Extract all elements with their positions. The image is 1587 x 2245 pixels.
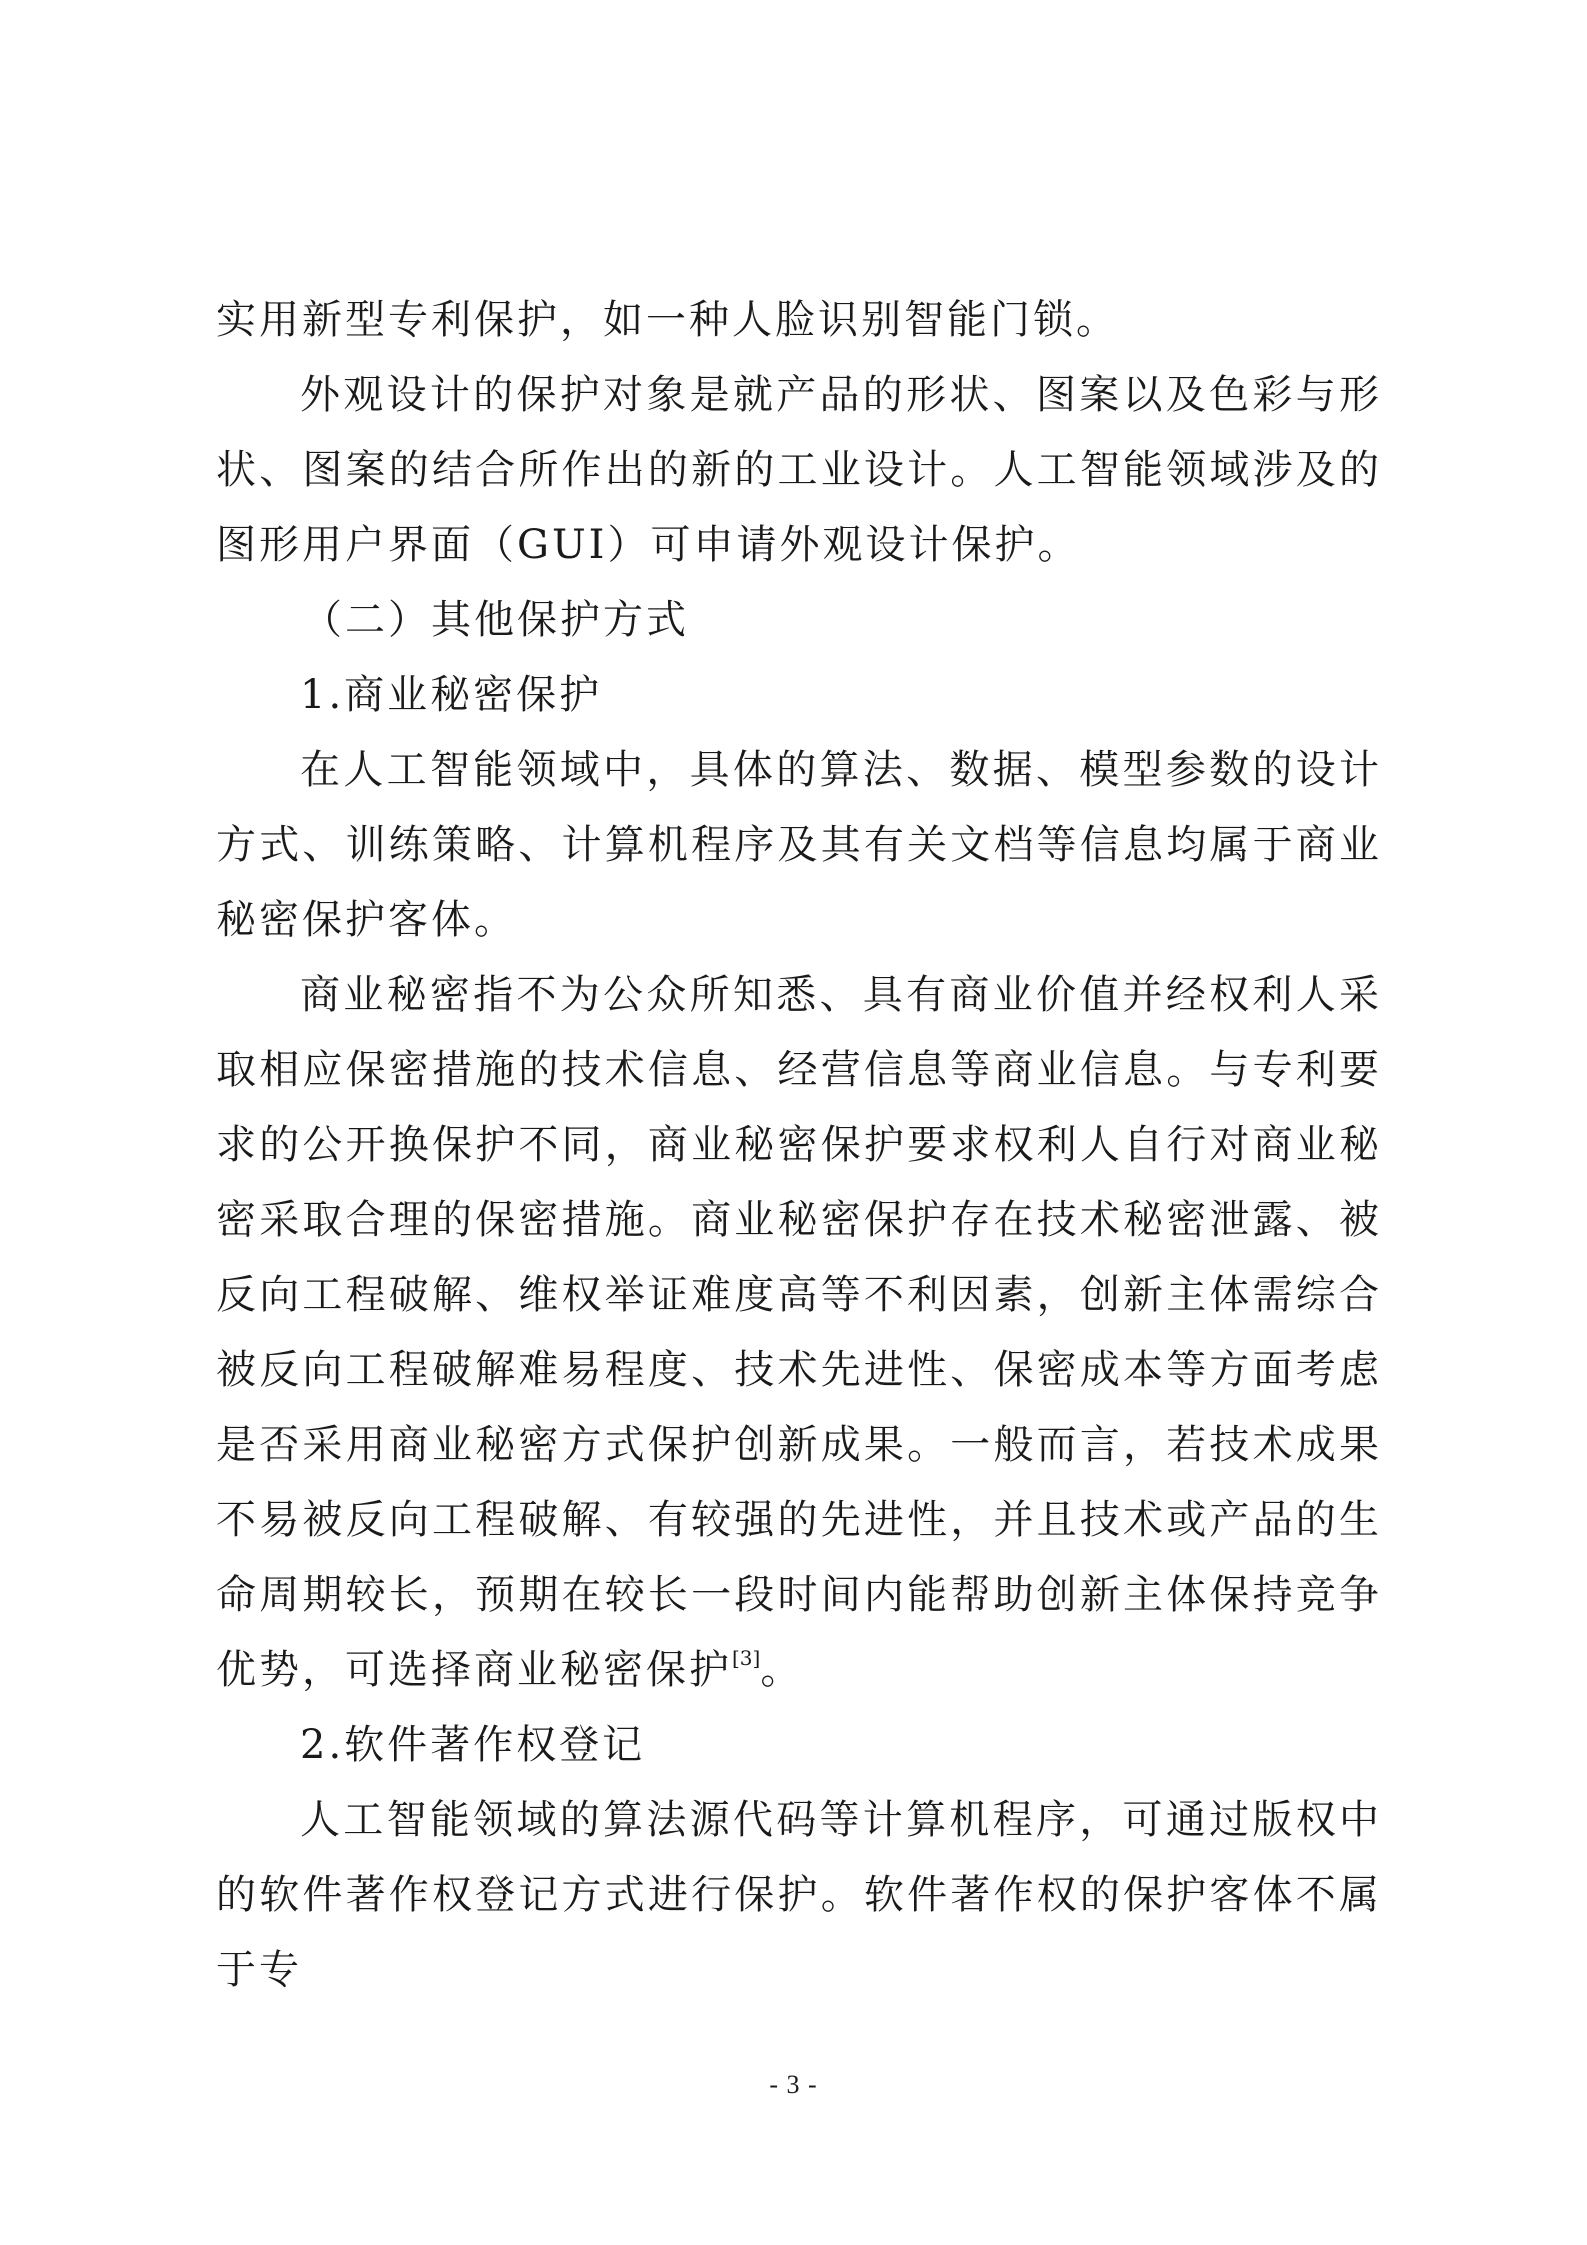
paragraph-continuation-utility-model: 实用新型专利保护，如一种人脸识别智能门锁。 [216,297,1119,343]
paragraph-software-copyright: 人工智能领域的算法源代码等计算机程序，可通过版权中的软件著作权登记方式进行保护。软件著作权的保护客体不属于专 [216,1797,1382,1993]
paragraph-trade-secret-definition [216,958,1382,1708]
section-heading-other-protection: （二）其他保护方式 [302,597,689,643]
subheading-trade-secret: 1.商业秘密保护 [300,672,603,718]
paragraph-trade-secret-text: 商业秘密指不为公众所知悉、具有商业价值并经权利人采取相应保密措施的技术信息、经营信息等商业信息。与专利要求的公开换保护不同，商业秘密保护要求权利人自行对商业秘密采取合理的保密措施。商业秘密保护存在技术秘密泄露、被反向工程破解、维权举证难度高等不利因素，创新主体需综合被反向工程破解难易程度、技术先进性、保密成本等方面考虑是否采用商业秘密方式保护创新成果。一般而言，若技术成果不易被反向工程破解、有较强的先进性，并且技术或产品的生命周期较长，预期在较长一段时间内能帮助创新主体保持竞争优势，可选择商业秘密保护 [216,972,1382,1693]
page-number: - 3 - [769,2070,818,2099]
page-body [216,283,1382,2008]
subheading-software-copyright: 2.软件著作权登记 [300,1722,646,1768]
paragraph-trade-secret-object: 在人工智能领域中，具体的算法、数据、模型参数的设计方式、训练策略、计算机程序及其有关文档等信息均属于商业秘密保护客体。 [216,747,1382,943]
citation-marker[interactable]: [3] [732,1646,761,1670]
paragraph-trade-secret-end: 。 [760,1647,804,1693]
paragraph-design-protection: 外观设计的保护对象是就产品的形状、图案以及色彩与形状、图案的结合所作出的新的工业设计。人工智能领域涉及的图形用户界面（GUI）可申请外观设计保护。 [216,372,1382,568]
